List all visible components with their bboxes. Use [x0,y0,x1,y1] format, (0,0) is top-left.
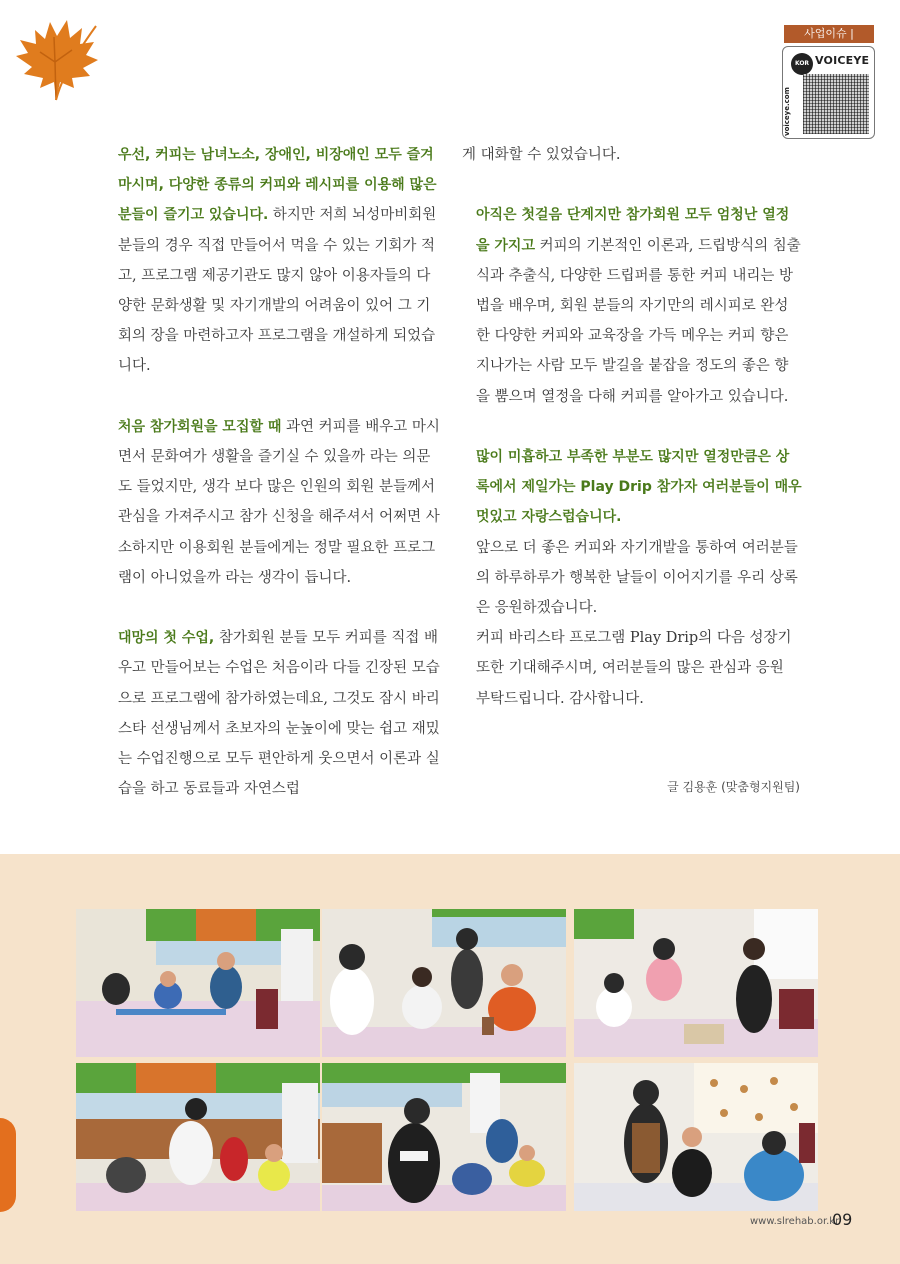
body-text: 과연 커피를 배우고 마시면서 문화여가 생활을 즐기실 수 있을까 라는 의문도 들었지만, 생각 보다 많은 인원의 회원 분들께서 관심을 가져주시고 참가 신청을 해주셔서 어쩌면 사소하지만 이용회원 분들에게는 정말 필요한 프로그램이 아니었을까 라는 생각이 듭니다. [118,418,440,586]
section-badge: 사업이슈 | [784,25,874,43]
paragraph [462,623,802,714]
signature: 글 김용훈 (맞춤형지원팀) [667,780,800,794]
photo-classroom-3 [574,909,818,1057]
photo-classroom-5 [322,1063,566,1211]
paragraph [104,412,440,593]
photo-classroom-1 [76,909,320,1057]
paragraph [462,533,802,624]
voiceye-code [782,46,875,139]
photo-classroom-4 [76,1063,320,1211]
highlight-text: 대망의 첫 수업, [118,630,215,647]
body-text: 앞으로 더 좋은 커피와 자기개발을 통하여 여러분들의 하루하루가 행복한 날들이 이어지기를 우리 상록은 응원하겠습니다. [476,539,798,617]
qr-side-text: voiceye.com [783,87,791,137]
kor-logo-icon: KOR [791,53,813,75]
qr-brand: VOICEYE [815,54,870,67]
left-column [104,140,440,804]
body-text: 커피 바리스타 프로그램 Play Drip의 다음 성장기 또한 기대해주시며, 여러분들의 많은 관심과 응원 부탁드립니다. 감사합니다. [476,630,792,707]
site-url: www.slrehab.or.kr [750,1216,840,1227]
body-text: 게 대화할 수 있었습니다. [462,147,621,163]
page-number: 09 [832,1210,853,1229]
photo-classroom-6 [574,1063,818,1211]
highlight-text: 아직은 첫걸음 단계지만 참가회원 모두 엄청난 열정을 가지고 [476,207,790,254]
maple-leaf-icon [10,12,100,107]
highlight-text: 처음 참가회원을 모집할 때 [118,418,282,435]
body-text: 참가회원 분들 모두 커피를 직접 배우고 만들어보는 수업은 처음이라 다들 긴장된 모습으로 프로그램에 참가하였는데요, 그것도 잠시 바리스타 선생님께서 초보자의 눈높이에 맞는 쉽고 재밌는 수업진행으로 모두 편안하게 웃으면서 이론과 실습을 하고 동료들과 자연스럽 [118,630,440,798]
body-text: 하지만 저희 뇌성마비회원 분들의 경우 직접 만들어서 먹을 수 있는 기회가 적고, 프로그램 제공기관도 많지 않아 이용자들의 다양한 문화생활 및 자기개발의 어려움이 있어 그 기회의 장을 마련하고자 프로그램을 개설하게 되었습니다. [118,207,437,375]
photo-classroom-2 [322,909,566,1057]
qr-pattern [803,74,869,134]
right-column [462,140,802,714]
paragraph [462,200,802,411]
highlight-text: 우선, 커피는 남녀노소, 장애인, 비장애인 모두 즐겨 마시며, 다양한 종류의 커피와 레시피를 이용해 많은 분들이 즐기고 있습니다. [118,147,437,224]
paragraph [462,442,802,533]
body-text: 커피의 기본적인 이론과, 드립방식의 침출식과 추출식, 다양한 드립퍼를 통한 커피 내리는 방법을 배우며, 회원 분들의 자기만의 레시피로 완성한 다양한 커피와 교육장을 가득 메우는 커피 향은 지나가는 사람 모두 발길을 붙잡을 정도의 좋은 향을 뿜으며 열정을 다해 커피를 알아가고 있습니다. [476,237,801,405]
paragraph [104,623,440,804]
decorative-half-circle [0,1118,16,1212]
highlight-text: 많이 미흡하고 부족한 부분도 많지만 열정만큼은 상록에서 제일가는 Play Drip 참가자 여러분들이 매우 멋있고 자랑스럽습니다. [476,449,802,526]
paragraph [462,140,802,170]
paragraph [104,140,440,382]
